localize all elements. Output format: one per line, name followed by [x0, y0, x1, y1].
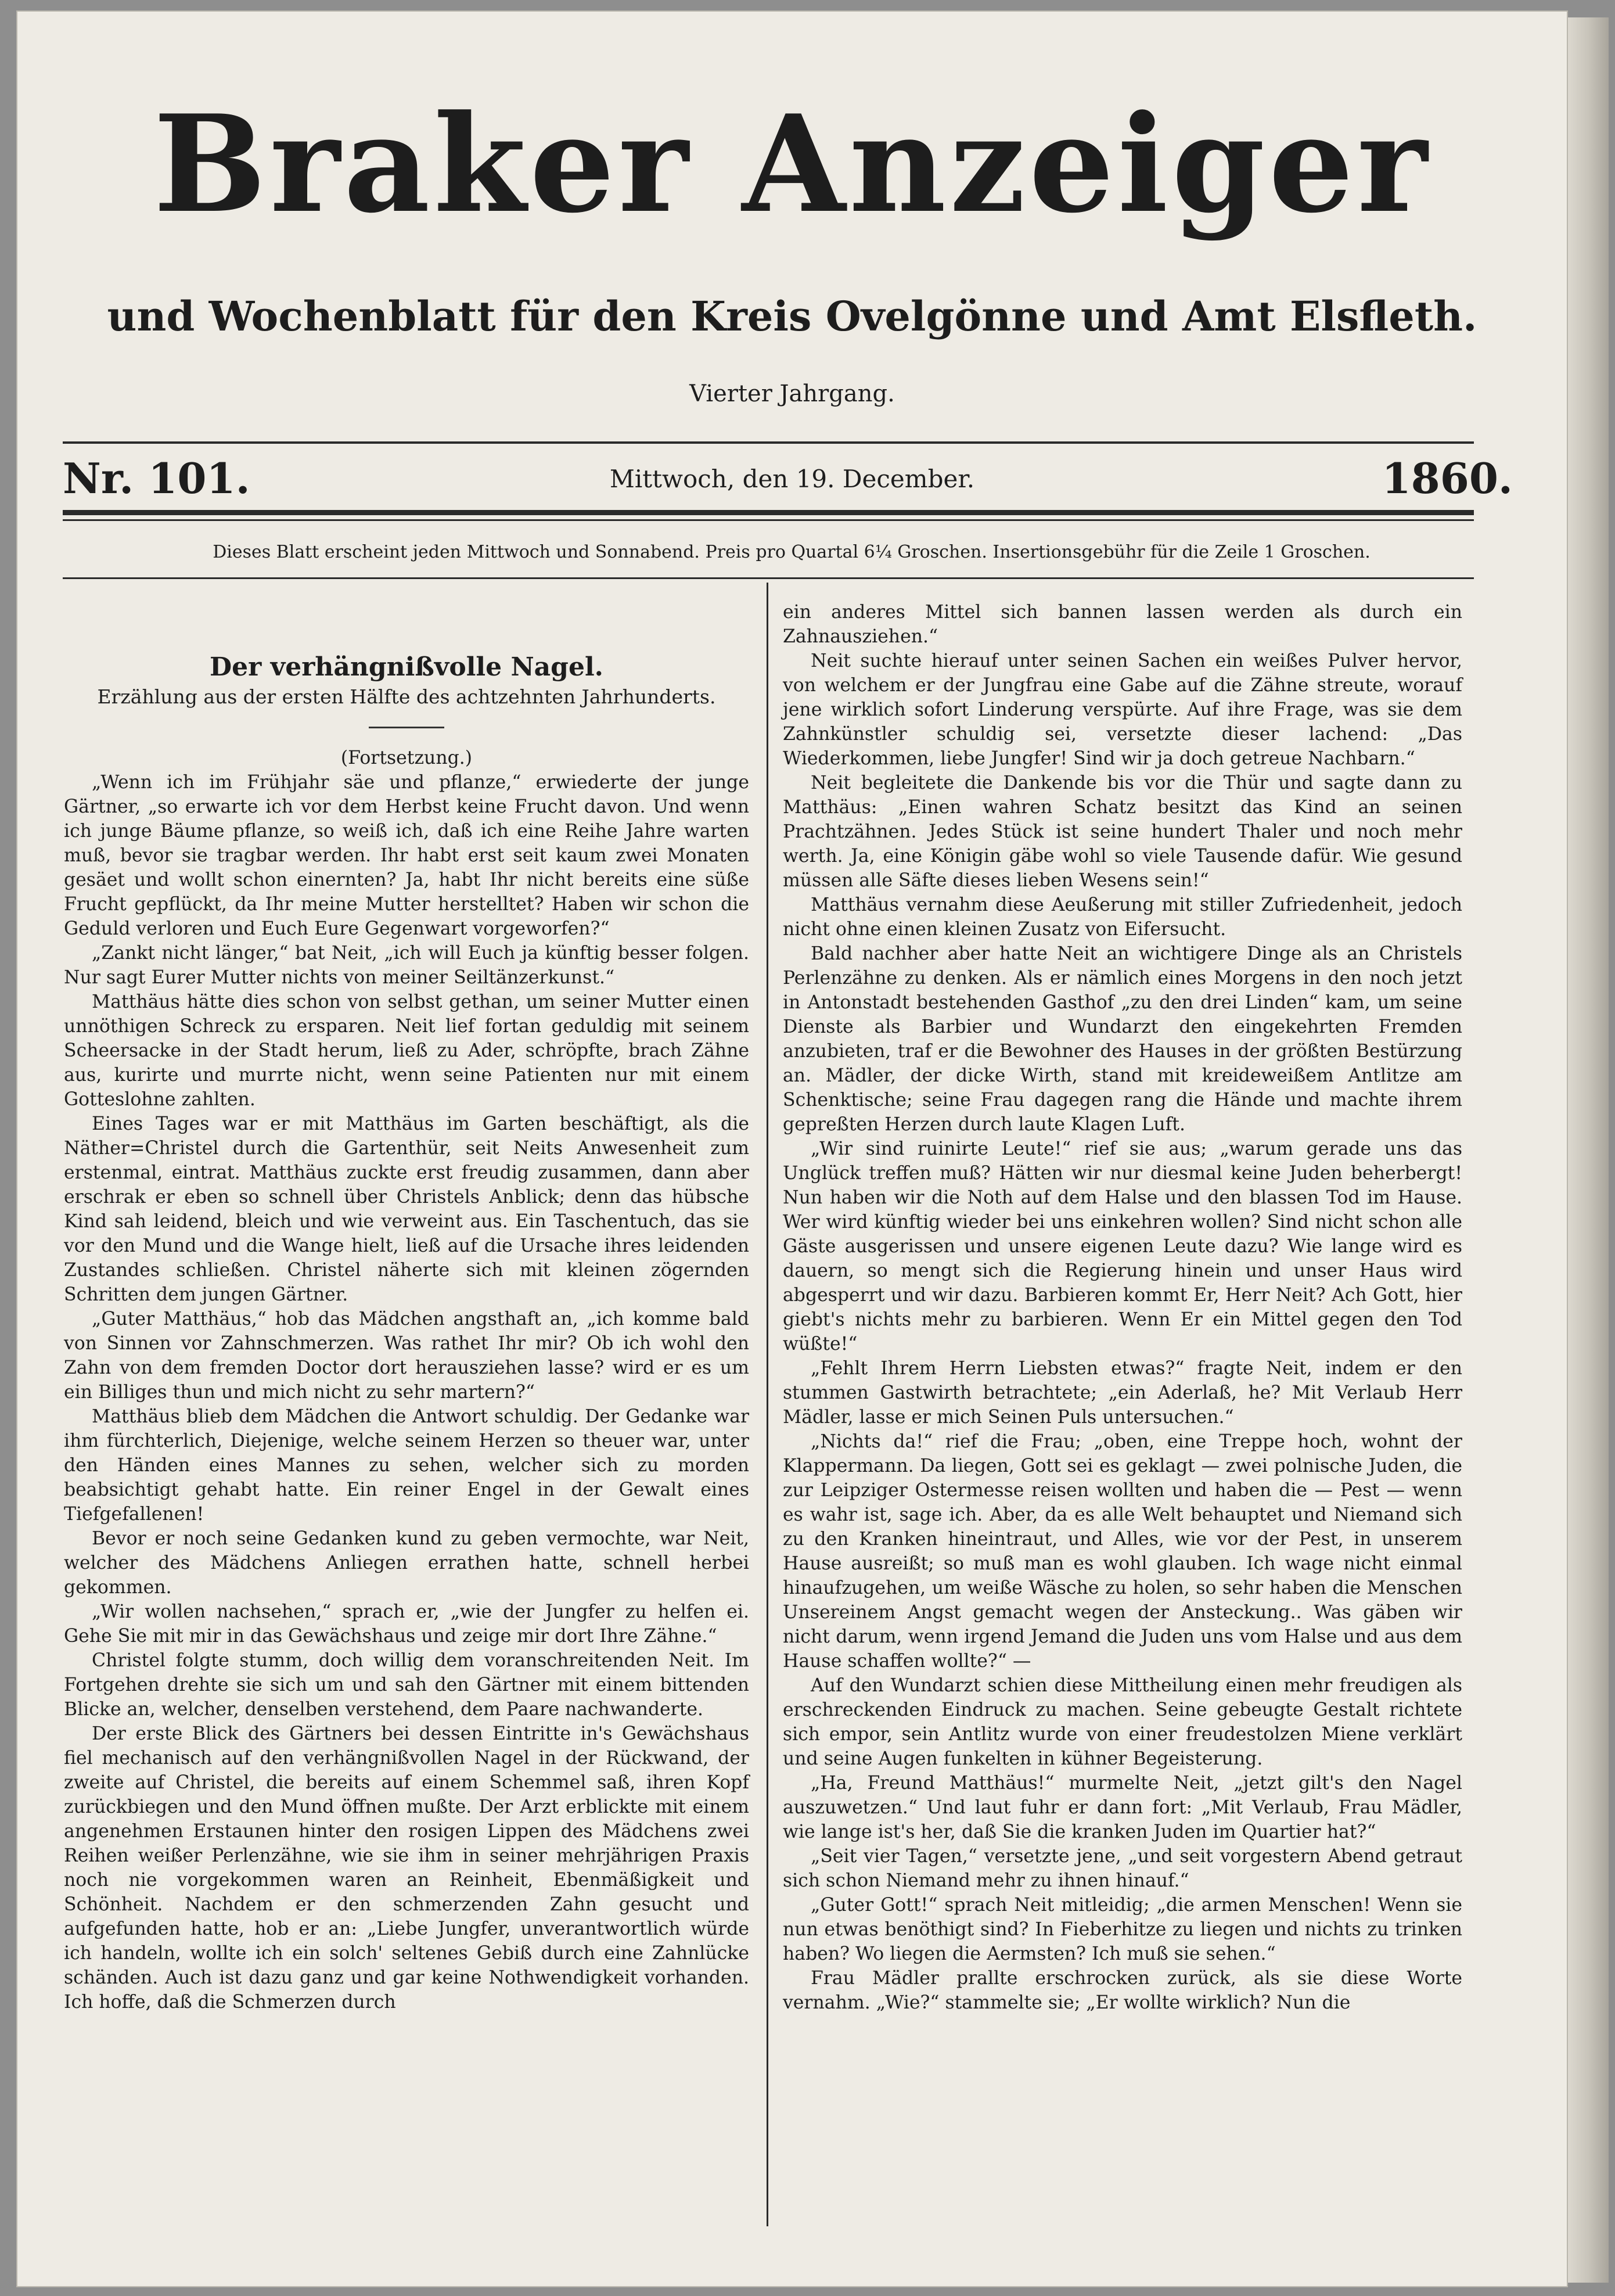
paragraph: „Fehlt Ihrem Herrn Liebsten etwas?“ fragte Neit, indem er den stummen Gastwirth betrachtete; „ein Aderlaß, he? Mit Verlaub Herr Mädler, lasse er mich Seinen Puls untersuchen.“ [783, 1358, 1462, 1428]
paragraph: Frau Mädler prallte erschrocken zurück, als sie diese Worte vernahm. „Wie?“ stammelte sie; „Er wollte wirklich? Nun die [783, 1968, 1462, 2013]
masthead-title: Braker Anzeiger [153, 86, 1431, 243]
paragraph: „Wir wollen nachsehen,“ sprach er, „wie der Jungfer zu helfen ei. Gehe Sie mit mir in das Gewächshaus und zeige mir dort Ihre Zähne.“ [64, 1601, 749, 1647]
paragraph: Matthäus blieb dem Mädchen die Antwort schuldig. Der Gedanke war ihm fürchterlich, Diejenige, welche seinem Herzen so theuer war, unter den Händen eines Mannes zu sehen, welcher sich zu morden beabsichtigt gehabt hatte. Ein reiner Engel in der Gewalt eines Tiefgefallenen! [64, 1406, 749, 1525]
paragraph: Matthäus hätte dies schon von selbst gethan, um seiner Mutter einen unnöthigen Schreck zu ersparen. Neit lief fortan geduldig mit seinem Scheersacke in der Stadt herum, ließ zu Ader, schröpfte, brach Zähne aus, kurirte und murrte nicht, wenn seine Patienten nur mit einem Gotteslohne zahlten. [64, 991, 749, 1110]
paragraph: Eines Tages war er mit Matthäus im Garten beschäftigt, als die Näther=Christel durch die Gartenthür, seit Neits Anwesenheit zum erstenmal, eintrat. Matthäus zuckte erst freudig zusammen, dann aber erschrak er eben so schnell über Christels Anblick; denn das hübsche Kind sah leidend, bleich und wie verweint aus. Ein Taschentuch, das sie vor den Mund und die Wange hielt, ließ auf die Ursache ihres leidenden Zustandes schließen. Christel näherte sich mit kleinen zögernden Schritten dem jungen Gärtner. [64, 1113, 749, 1305]
paragraph: „Zankt nicht länger,“ bat Neit, „ich will Euch ja künftig besser folgen. Nur sagt Eurer Mutter nichts von meiner Seiltänzerkunst.“ [64, 943, 749, 988]
paragraph: Neit begleitete die Dankende bis vor die Thür und sagte dann zu Matthäus: „Einen wahren Schatz besitzt das Kind an seinen Prachtzähnen. Jedes Stück ist seine hundert Thaler und noch mehr werth. Ja, eine Königin gäbe wohl so viele Tausende dafür. Wie gesund müssen alle Säfte dieses lieben Wesens sein!“ [783, 772, 1462, 891]
paragraph: Bald nachher aber hatte Neit an wichtigere Dinge als an Christels Perlenzähne zu denken. Als er nämlich eines Morgens in den noch jetzt in Antonstadt bestehenden Gasthof „zu den drei Linden“ kam, um seine Dienste als Barbier und Wundarzt den eingekehrten Fremden anzubieten, traf er die Bewohner des Hauses in der größten Bestürzung an. Mädler, der dicke Wirth, stand mit kreideweißem Antlitze am Schenktische; seine Frau dagegen rang die Hände und machte ihrem gepreßten Herzen durch laute Klagen Luft. [783, 943, 1462, 1135]
article-subtitle: Erzählung aus der ersten Hälfte des achtzehnten Jahrhunderts. [97, 685, 716, 708]
paragraph: „Wir sind ruinirte Leute!“ rief sie aus; „warum gerade uns das Unglück treffen muß? Hätten wir nur diesmal keine Juden beherbergt! Nun haben wir die Noth auf dem Halse und den blassen Tod im Hause. Wer wird künftig wieder bei uns einkehren wollen? Sind nicht schon alle Gäste ausgerissen und unsere eigenen Leute dazu? Wie lange wird es dauern, so mengt sich die Regierung hinein und unser Haus wird abgesperrt und wir dazu. Barbieren kommt Er, Herr Neit? Ach Gott, hier giebt's nichts mehr zu barbieren. Wenn Er ein Mittel gegen den Tod wüßte!“ [783, 1138, 1462, 1354]
issue-year: 1860. [1382, 454, 1513, 503]
column-divider [767, 583, 768, 2226]
paragraph: „Guter Gott!“ sprach Neit mitleidig; „die armen Menschen! Wenn sie nun etwas benöthigt sind? In Fieberhitze zu liegen und nichts zu trinken haben? Wo liegen die Aermsten? Ich muß sie sehen.“ [783, 1895, 1462, 1964]
publication-notice: Dieses Blatt erscheint jeden Mittwoch und Sonnabend. Preis pro Quartal 6¼ Groschen. Insertionsgebühr für die Zeile 1 Groschen. [213, 542, 1371, 562]
header-rule-thin [63, 519, 1474, 521]
paragraph: Matthäus vernahm diese Aeußerung mit stiller Zufriedenheit, jedoch nicht ohne einen kleinen Zusatz von Eifersucht. [783, 894, 1462, 940]
paragraph: Christel folgte stumm, doch willig dem voranschreitenden Neit. Im Fortgehen drehte sie sich um und sah den Gärtner mit einem bittenden Blicke an, welcher, denselben verstehend, dem Paare nachwanderte. [64, 1650, 749, 1720]
paragraph: Auf den Wundarzt schien diese Mittheilung einen mehr freudigen als erschreckenden Eindruck zu machen. Seine gebeugte Gestalt richtete sich empor, sein Antlitz wurde von einer freudestolzen Miene verklärt und seine Augen funkelten in kühner Begeisterung. [783, 1675, 1462, 1769]
article-column-right [783, 600, 1462, 2015]
paragraph: Bevor er noch seine Gedanken kund zu geben vermochte, war Neit, welcher des Mädchens Anliegen errathen hatte, schnell herbei gekommen. [64, 1528, 749, 1598]
masthead-subtitle: und Wochenblatt für den Kreis Ovelgönne und Amt Elsfleth. [107, 292, 1477, 340]
newspaper-page [16, 10, 1568, 2287]
notice-rule [63, 577, 1474, 579]
paragraph: ein anderes Mittel sich bannen lassen werden als durch ein Zahnausziehen.“ [783, 602, 1462, 647]
adjacent-page-edge [1568, 17, 1609, 2283]
paragraph: „Seit vier Tagen,“ versetzte jene, „und seit vorgestern Abend getraut sich schon Niemand mehr zu ihnen hinauf.“ [783, 1846, 1462, 1891]
header-rule-thick [63, 510, 1474, 515]
title-separator [369, 727, 444, 728]
header-rule-top [63, 441, 1474, 444]
paragraph: „Nichts da!“ rief die Frau; „oben, eine Treppe hoch, wohnt der Klappermann. Da liegen, Gott sei es geklagt — zwei polnische Juden, die zur Leipziger Ostermesse reisen wollten und haben die — Pest — wenn es wahr ist, sage ich. Aber, da es alle Welt behauptet und Niemand sich zu den Kranken hineintraut, und Alles, wie vor der Pest, in unserem Hause ausreißt; so muß man es wohl glauben. Ich wage nicht einmal hinaufzugehen, um weiße Wäsche zu holen, so sehr haben die Menschen Unsereinem Angst gemacht wegen der Ansteckung.. Was gäben wir nicht darum, wenn irgend Jemand die Juden uns vom Halse und aus dem Hause schaffen wollte?“ — [783, 1431, 1462, 1672]
paragraph: „Guter Matthäus,“ hob das Mädchen angsthaft an, „ich komme bald von Sinnen vor Zahnschmerzen. Was rathet Ihr mir? Ob ich wohl den Zahn von dem fremden Doctor dort herausziehen lasse? wird er es um ein Billiges thun und mich nicht zu sehr martern?“ [64, 1309, 749, 1403]
article-column-left [64, 600, 749, 2014]
article-title: Der verhängnißvolle Nagel. [210, 652, 603, 682]
paragraph: Neit suchte hierauf unter seinen Sachen ein weißes Pulver hervor, von welchem er der Jungfrau eine Gabe auf die Zähne streute, worauf jene wirklich sofort Linderung verspürte. Auf ihre Frage, was sie dem Zahnkünstler schuldig sei, versetzte dieser lachend: „Das Wiederkommen, liebe Jungfer! Sind wir ja doch getreue Nachbarn.“ [783, 651, 1462, 769]
continuation-note: (Fortsetzung.) [340, 748, 473, 768]
paragraph: „Wenn ich im Frühjahr säe und pflanze,“ erwiederte der junge Gärtner, „so erwarte ich vor dem Herbst keine Frucht davon. Und wenn ich junge Bäume pflanze, so weiß ich, daß ich eine Reihe Jahre warten muß, bevor sie tragbar werden. Ihr habt erst seit kaum zwei Monaten gesäet und wollt schon einernten? Ja, habt Ihr nicht bereits eine süße Frucht gepflückt, da Ihr meine Mutter herstelltet? Haben wir schon die Geduld verloren und Euch Eure Gegenwart vorgeworfen?“ [64, 772, 749, 939]
issue-date: Mittwoch, den 19. December. [609, 465, 975, 493]
paragraph: „Ha, Freund Matthäus!“ murmelte Neit, „jetzt gilt's den Nagel auszuwetzen.“ Und laut fuhr er dann fort: „Mit Verlaub, Frau Mädler, wie lange ist's her, daß Sie die kranken Juden im Quartier hat?“ [783, 1773, 1462, 1842]
paragraph: Der erste Blick des Gärtners bei dessen Eintritte in's Gewächshaus fiel mechanisch auf den verhängnißvollen Nagel in der Rückwand, der zweite auf Christel, die bereits auf einem Schemmel saß, ihren Kopf zurückbiegen und den Mund öffnen mußte. Der Arzt erblickte mit einem angenehmen Erstaunen hinter den rosigen Lippen des Mädchens zwei Reihen weißer Perlenzähne, wie sie ihm in seiner mehrjährigen Praxis noch nie vorgekommen waren an Reinheit, Ebenmäßigkeit und Schönheit. Nachdem er den schmerzenden Zahn gesucht und aufgefunden hatte, hob er an: „Liebe Jungfer, unverantwortlich würde ich handeln, wollte ich ein solch' seltenes Gebiß durch eine Zahnlücke schänden. Auch ist dazu ganz und gar keine Nothwendigkeit vorhanden. Ich hoffe, daß die Schmerzen durch [64, 1723, 749, 2013]
volume-line: Vierter Jahrgang. [689, 380, 895, 407]
issue-number: Nr. 101. [63, 454, 250, 503]
